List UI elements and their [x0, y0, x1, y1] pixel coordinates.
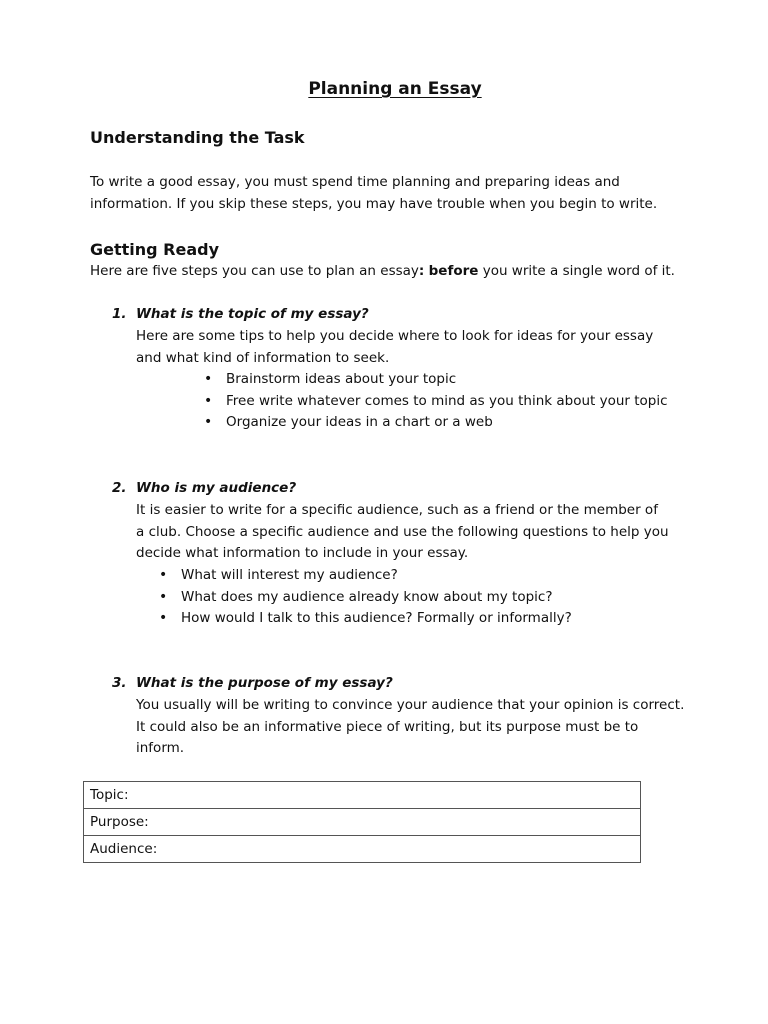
step-1-heading: [112, 304, 369, 326]
paragraph-line: To write a good essay, you must spend time planning and preparing ideas and: [90, 174, 620, 190]
step-2-body: [136, 500, 716, 565]
audience-field[interactable]: Audience:: [84, 836, 641, 863]
paragraph-line: information. If you skip these steps, you may have trouble when you begin to write.: [90, 195, 658, 212]
section-heading-understanding: Understanding the Task: [90, 128, 305, 147]
planning-form-table: [83, 781, 641, 863]
step-3-question: What is the purpose of my essay?: [136, 675, 393, 691]
step-2-question: Who is my audience?: [136, 480, 297, 496]
step-2-heading: [112, 478, 296, 500]
getting-ready-intro: [90, 261, 730, 283]
list-item: • Free write whatever comes to mind as you think about your topic: [202, 391, 668, 413]
step-1-body: [136, 326, 716, 369]
step-2-line: It is easier to write for a specific audience, such as a friend or the member of: [136, 502, 658, 518]
step-2-line: a club. Choose a specific audience and use the following questions to help you: [136, 523, 669, 540]
purpose-field[interactable]: Purpose:: [84, 809, 641, 836]
list-item: • What will interest my audience?: [157, 565, 572, 587]
step-1-number: 1.: [112, 306, 127, 322]
intro-colon: :: [418, 263, 425, 279]
step-3-heading: [112, 673, 393, 695]
list-item: • What does my audience already know about my topic?: [157, 587, 572, 609]
table-row: [84, 809, 641, 836]
step-3-line: It could also be an informative piece of writing, but its purpose must be to: [136, 718, 639, 735]
table-row: [84, 836, 641, 863]
step-1-line: and what kind of information to seek.: [136, 349, 390, 366]
step-2-number: 2.: [112, 480, 127, 496]
page-title: Planning an Essay: [308, 79, 482, 99]
intro-emphasis: before: [428, 263, 479, 279]
list-item: • Brainstorm ideas about your topic: [202, 369, 668, 391]
step-3-line: You usually will be writing to convince your audience that your opinion is correct.: [136, 697, 685, 713]
section-heading-getting-ready: Getting Ready: [90, 240, 220, 259]
step-1-bullet-list: [202, 369, 668, 434]
step-3-number: 3.: [112, 675, 127, 691]
intro-text-start: Here are five steps you can use to plan an essay: [90, 263, 419, 279]
step-2-bullet-list: [157, 565, 572, 630]
topic-field[interactable]: Topic:: [84, 782, 641, 809]
step-3-body: [136, 695, 736, 760]
list-item: • Organize your ideas in a chart or a web: [202, 412, 668, 434]
step-2-line: decide what information to include in your essay.: [136, 545, 469, 561]
step-1-line: Here are some tips to help you decide where to look for ideas for your essay: [136, 328, 654, 344]
table-row: [84, 782, 641, 809]
intro-text-end: you write a single word of it.: [482, 263, 675, 279]
step-1-question: What is the topic of my essay?: [136, 306, 369, 322]
list-item: • How would I talk to this audience? Formally or informally?: [157, 608, 572, 630]
section-paragraph-understanding: [90, 172, 710, 215]
step-3-line: inform.: [136, 740, 185, 756]
